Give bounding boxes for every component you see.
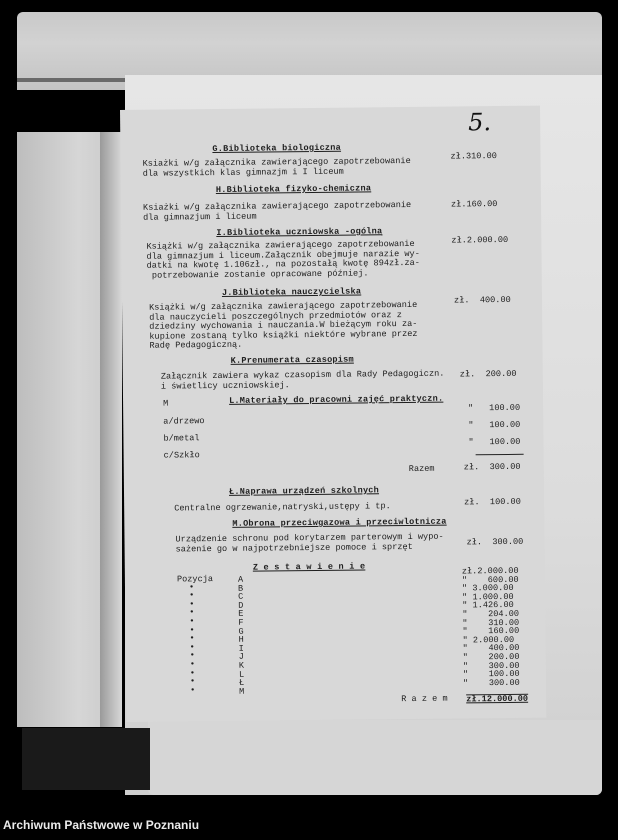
summary-position: D: [238, 600, 244, 611]
material-amount: 100.00: [489, 419, 521, 431]
material-label: c/Szkło: [163, 450, 200, 461]
section-text-g: Ksiażki w/g załącznika zawierającego zapotrzebowanie dla wszystkich klas gimnazjm i I liceum: [142, 155, 411, 179]
ditto-mark: •: [189, 616, 195, 627]
ditto-mark: •: [189, 633, 195, 644]
summary-position: C: [238, 591, 244, 602]
summary-amount: " 204.00: [462, 608, 520, 620]
materials-total-label: Razem: [408, 463, 435, 474]
section-amount-m: zł. 300.00: [466, 536, 524, 548]
section-text-m: Urządzenie schronu pod korytarzem parterowym i wypo- sażenie go w najpotrzebniejsze pomoce i sprzęt: [175, 531, 444, 555]
summary-amount: " 1.000.00: [462, 591, 514, 603]
summary-position: G: [238, 626, 244, 637]
summary-amount: " 310.00: [462, 617, 520, 629]
section-heading-l: L.Materiały do pracowni zajęć praktyczn.: [228, 393, 444, 406]
section-text-i: Książki w/g załącznika zawierającego zapotrzebowanie dla gimnazjum i liceum.Załącznik obejmuje narazie wy- datki na kwotę 1.106zł., na pozostałą kwotę 894zł.za- potrzebowanie zostanie opracowane później.: [146, 238, 420, 281]
summary-position: L: [238, 669, 245, 680]
summary-amount: " 1.426.00: [462, 600, 514, 611]
summary-amount: " 300.00: [462, 677, 520, 689]
summary-position: Ł: [238, 677, 245, 688]
material-label: a/drzewo: [163, 416, 205, 427]
ditto-mark: •: [188, 581, 195, 592]
section-heading-j: J.Biblioteka nauczycielska: [221, 286, 362, 298]
section-text-k: Załącznik zawiera wykaz czasopism dla Rady Pedagogiczn. i świetlicy uczniowskiej.: [160, 368, 445, 392]
materials-total-amount: zł. 300.00: [463, 461, 521, 473]
summary-column-label: Pozycja: [176, 574, 214, 585]
summary-position: I: [238, 643, 244, 654]
section-heading-k: K.Prenumerata czasopism: [230, 354, 354, 366]
section-amount-k: zł. 200.00: [459, 368, 517, 380]
summary-position: E: [238, 609, 244, 620]
section-prefix-l: M: [163, 398, 169, 409]
section-text-j: Książki w/g załącznika zawierającego zapotrzebowanie dla nauczycieli poszczególnych przedmiotów oraz z dziedziny wychowania i nauczania.W bieżącym roku za- kupione zostaną tylko książki niektóre wybrane przez Radę Pedagogiczną.: [149, 299, 418, 352]
section-heading-g: G.Biblioteka biologiczna: [212, 142, 342, 155]
section-heading-i: I.Biblioteka uczniowska -ogólna: [216, 226, 383, 238]
ditto-mark: •: [189, 590, 195, 601]
section-amount-l-stroke: zł. 100.00: [464, 496, 521, 508]
page-number: 5.: [468, 108, 492, 137]
material-amount: 100.00: [489, 436, 521, 448]
ditto-mark: ": [468, 403, 474, 414]
summary-amount: " 160.00: [462, 626, 520, 637]
summary-amount: " 300.00: [462, 660, 520, 672]
summary-total-amount: zł.12.000.00: [466, 693, 529, 705]
summary-title: Z e s t a w i e n i e: [252, 561, 366, 573]
underlying-sheet-lower: [148, 720, 602, 795]
section-heading-m: M.Obrona przeciwgazowa i przeciwlotnicza: [232, 516, 447, 529]
section-text-h: Ksiażki w/g załącznika zawierającego zapotrzebowanie dla gimnazjum i liceum: [142, 199, 412, 223]
summary-amount: " 600.00: [461, 574, 519, 586]
section-amount-j: zł. 400.00: [453, 294, 511, 306]
typewritten-page: [120, 106, 546, 722]
ditto-mark: •: [189, 659, 196, 670]
section-heading-l-stroke: Ł.Naprawa urządzeń szkolnych: [228, 485, 380, 497]
subtotal-rule: [476, 454, 524, 456]
section-amount-h: zł.160.00: [450, 199, 498, 210]
ditto-mark: •: [189, 624, 195, 635]
ditto-mark: •: [189, 676, 196, 687]
summary-amount: " 3.000.00: [461, 583, 514, 594]
ditto-mark: •: [190, 685, 196, 696]
ditto-mark: •: [189, 650, 195, 661]
summary-amount: " 200.00: [462, 651, 520, 663]
section-text-l-stroke: Centralne ogrzewanie,natryski,ustępy i tp.: [174, 501, 391, 514]
dark-corner: [22, 728, 150, 790]
summary-amount: " 400.00: [462, 643, 520, 654]
summary-position: K: [238, 660, 245, 671]
ditto-mark: •: [189, 607, 195, 618]
summary-amount: " 100.00: [462, 669, 520, 680]
summary-total-label: R a z e m: [401, 693, 448, 705]
page-fold: [100, 132, 122, 727]
summary-amount: " 2.000.00: [462, 634, 515, 646]
material-label: b/metal: [163, 433, 200, 444]
summary-position: F: [238, 617, 244, 628]
archive-watermark: Archiwum Państwowe w Poznaniu: [3, 818, 200, 832]
ditto-mark: •: [189, 599, 195, 610]
ditto-mark: •: [189, 667, 196, 678]
ditto-mark: ": [468, 420, 474, 431]
summary-position: J: [238, 652, 244, 663]
summary-amount: zł.2.000.00: [461, 565, 519, 577]
summary-position: M: [239, 686, 245, 697]
material-amount: 100.00: [489, 402, 521, 414]
ditto-mark: •: [189, 642, 195, 653]
section-amount-g: zł.310.00: [450, 151, 497, 162]
summary-position: B: [237, 583, 244, 594]
section-heading-h: H.Biblioteka fizyko-chemiczna: [215, 183, 372, 196]
section-amount-i: zł.2.000.00: [451, 234, 509, 246]
summary-position: A: [237, 574, 244, 585]
summary-position: H: [238, 634, 244, 645]
ditto-mark: ": [468, 437, 474, 448]
